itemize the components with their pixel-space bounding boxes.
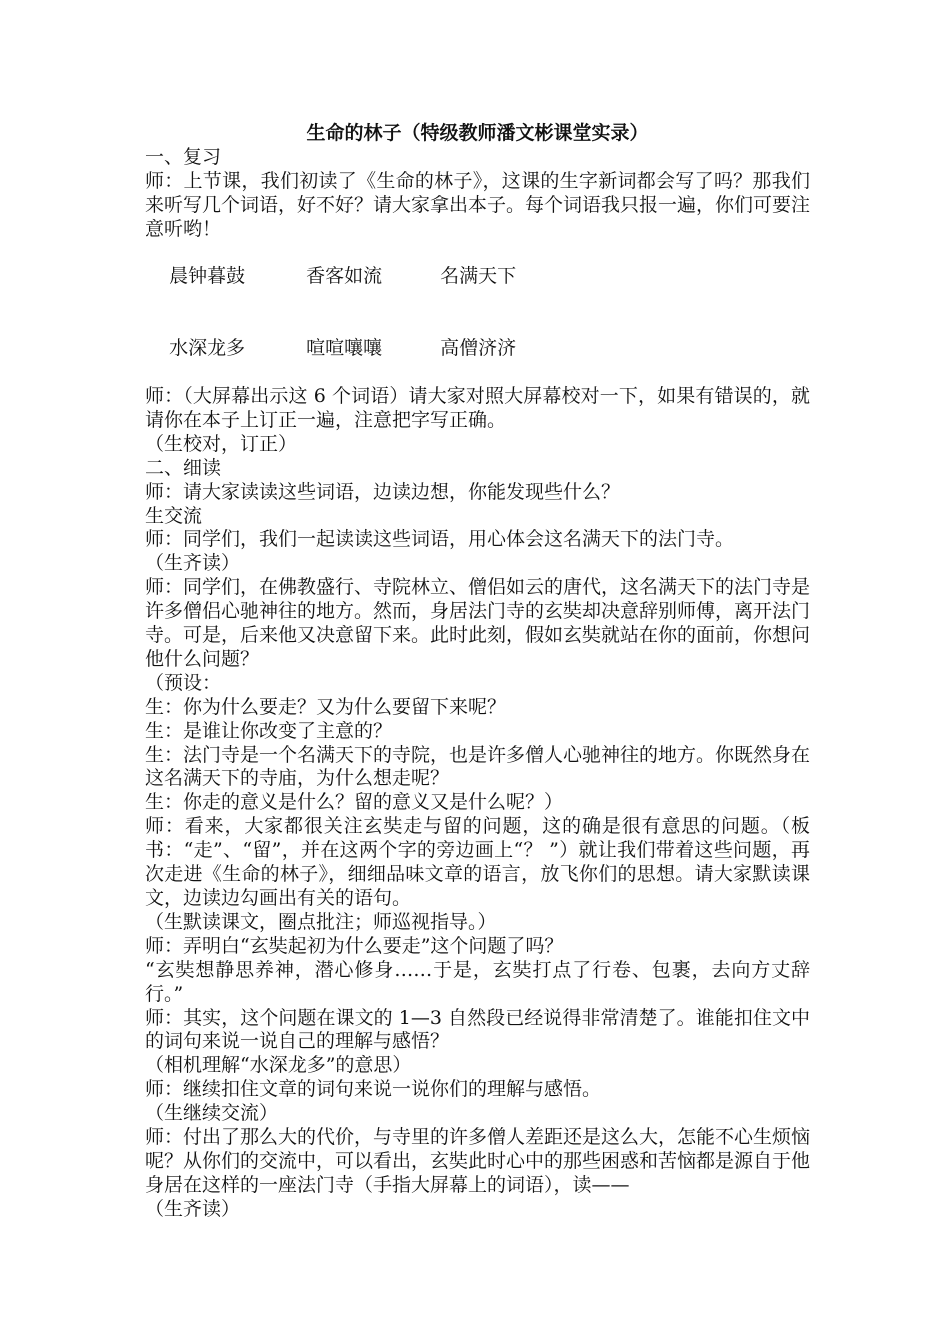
paragraph: 生交流 [145,504,203,527]
paragraph: （相机理解“水深龙多”的意思） [145,1054,412,1077]
paragraph: 生：法门寺是一个名满天下的寺院，也是许多僧人心驰神往的地方。你既然身在这名满天下的寺庙，为什么想走呢？ [145,743,811,790]
section-heading-close-reading: 二、细读 [145,456,222,479]
paragraph: 师：弄明白“玄奘起初为什么要走”这个问题了吗？ [145,934,564,957]
paragraph: 生：是谁让你改变了主意的？ [145,719,393,742]
document-page [145,122,810,1222]
paragraph: 师：看来，大家都很关注玄奘走与留的问题，这的确是很有意思的问题。（板书：“走”、“留”，并在这两个字的旁边画上“？ ”）就让我们带着这些问题，再次走进《生命的林子》，细细品味文章的语言，放飞你们的思想。请大家默读课文，边读边勾画出有关的语句。 [145,815,810,909]
paragraph: （生齐读） [145,1197,241,1220]
dictation-words-row-2 [145,313,810,385]
paragraph: （预设： [145,671,222,694]
dictation-word: 名满天下 [440,265,517,288]
dictation-word: 喧喧嚷嚷 [306,337,383,360]
paragraph: 师：上节课，我们初读了《生命的林子》，这课的生字新词都会写了吗？那我们来听写几个词语，好不好？请大家拿出本子。每个词语我只报一遍，你们可要注意听哟！ [145,169,811,240]
paragraph: 师：同学们，我们一起读读这些词语，用心体会这名满天下的法门寺。 [145,528,735,551]
paragraph: 师：付出了那么大的代价，与寺里的许多僧人差距还是这么大，怎能不心生烦恼呢？从你们的交流中，可以看出，玄奘此时心中的那些困惑和苦恼都是源自于他身居在这样的一座法门寺（手指大屏幕上的词语），读—— [145,1126,811,1196]
paragraph: 师：其实，这个问题在课文的 1—3 自然段已经说得非常清楚了。谁能扣住文中的词句来说一说自己的理解与感悟？ [145,1006,810,1053]
paragraph: （生默读课文，圈点批注；师巡视指导。） [145,910,497,933]
paragraph: （生校对，订正） [145,432,298,455]
paragraph: 师：继续扣住文章的词句来说一说你们的理解与感悟。 [145,1078,602,1101]
dictation-word: 水深龙多 [169,337,246,360]
dictation-word: 高僧济济 [440,337,517,360]
paragraph: （生继续交流） [145,1102,279,1125]
paragraph: 师：同学们，在佛教盛行、寺院林立、僧侣如云的唐代，这名满天下的法门寺是许多僧侣心驰神往的地方。然而，身居法门寺的玄奘却决意辞别师傅，离开法门寺。可是，后来他又决意留下来。此时此刻，假如玄奘就站在你的面前，你想问他什么问题？ [145,576,811,670]
dictation-word: 香客如流 [306,265,383,288]
section-heading-review: 一、复习 [145,145,222,168]
paragraph: “玄奘想静思养神，潜心修身……于是，玄奘打点了行卷、包裹，去向方丈辞行。” [145,958,810,1005]
paragraph: 师：（大屏幕出示这 6 个词语）请大家对照大屏幕校对一下，如果有错误的，就请你在本子上订正一遍，注意把字写正确。 [145,384,810,431]
paragraph: 生：你为什么要走？又为什么要留下来呢？ [145,695,507,718]
paragraph: 师：请大家读读这些词语，边读边想，你能发现些什么？ [145,480,621,503]
paragraph: 生：你走的意义是什么？留的意义又是什么呢？） [145,791,564,814]
document-title: 生命的林子（特级教师潘文彬课堂实录） [306,122,649,144]
dictation-word: 晨钟暮鼓 [169,265,246,288]
dictation-words-row-1 [145,242,810,314]
paragraph: （生齐读） [145,552,241,575]
